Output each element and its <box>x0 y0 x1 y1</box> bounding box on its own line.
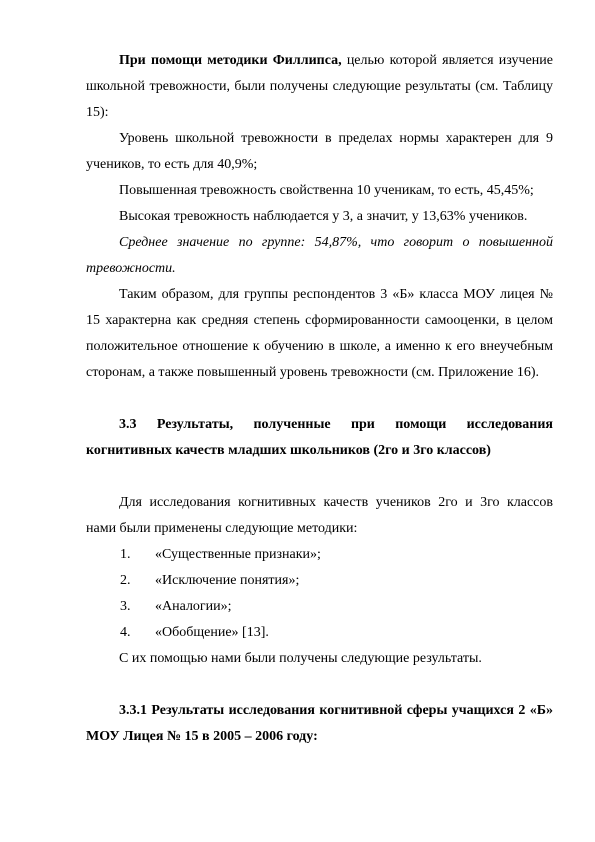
summary-line-1: Таким образом, для группы респондентов 3 «Б» класса МОУ лицея № <box>119 287 553 302</box>
section-3-3-heading-line-2: когнитивных качеств младших школьников (2го и 3го классов) <box>86 443 491 458</box>
intro-line-2: школьной тревожности, были получены следующие результаты (см. Таблицу <box>86 79 553 94</box>
list-item-number: 2. <box>120 573 131 588</box>
list-item-text: «Обобщение» [13]. <box>155 625 269 640</box>
mean-line-2: тревожности. <box>86 261 176 276</box>
mean-line-1: Среднее значение по группе: 54,87%, что говорит о повышенной <box>119 235 553 250</box>
method-name: При помощи методики Филлипса, <box>119 53 342 68</box>
summary-line-3: положительное отношение к обучению в школе, а именно к его внеучебным <box>86 339 553 354</box>
methods-outro: С их помощью нами были получены следующие результаты. <box>119 651 482 666</box>
list-item-text: «Существенные признаки»; <box>155 547 321 562</box>
intro-line-1 <box>86 51 553 71</box>
list-item-number: 1. <box>120 547 131 562</box>
list-item-number: 4. <box>120 625 131 640</box>
norm-line-1: Уровень школьной тревожности в пределах нормы характерен для 9 <box>119 131 553 146</box>
section-3-3-1-heading-line-2: МОУ Лицея № 15 в 2005 – 2006 году: <box>86 729 318 744</box>
intro-line-3: 15): <box>86 105 109 120</box>
list-item-number: 3. <box>120 599 131 614</box>
list-item-text: «Аналогии»; <box>155 599 232 614</box>
norm-line-2: учеников, то есть для 40,9%; <box>86 157 258 172</box>
summary-line-4: сторонам, а также повышенный уровень тревожности (см. Приложение 16). <box>86 365 539 380</box>
intro-line-1-rest: целью которой является изучение <box>341 53 553 68</box>
elevated-anxiety-line: Повышенная тревожность свойственна 10 ученикам, то есть, 45,45%; <box>119 183 534 198</box>
list-item-text: «Исключение понятия»; <box>155 573 300 588</box>
section-3-3-heading-line-1: 3.3 Результаты, полученные при помощи исследования <box>119 417 553 432</box>
methods-intro-line-1: Для исследования когнитивных качеств учеников 2го и 3го классов <box>119 495 553 510</box>
methods-intro-line-2: нами были применены следующие методики: <box>86 521 358 536</box>
high-anxiety-line: Высокая тревожность наблюдается у 3, а значит, у 13,63% учеников. <box>119 209 528 224</box>
section-3-3-1-heading-line-1: 3.3.1 Результаты исследования когнитивной сферы учащихся 2 «Б» <box>119 703 553 718</box>
summary-line-2: 15 характерна как средняя степень сформированности самооценки, в целом <box>86 313 553 328</box>
